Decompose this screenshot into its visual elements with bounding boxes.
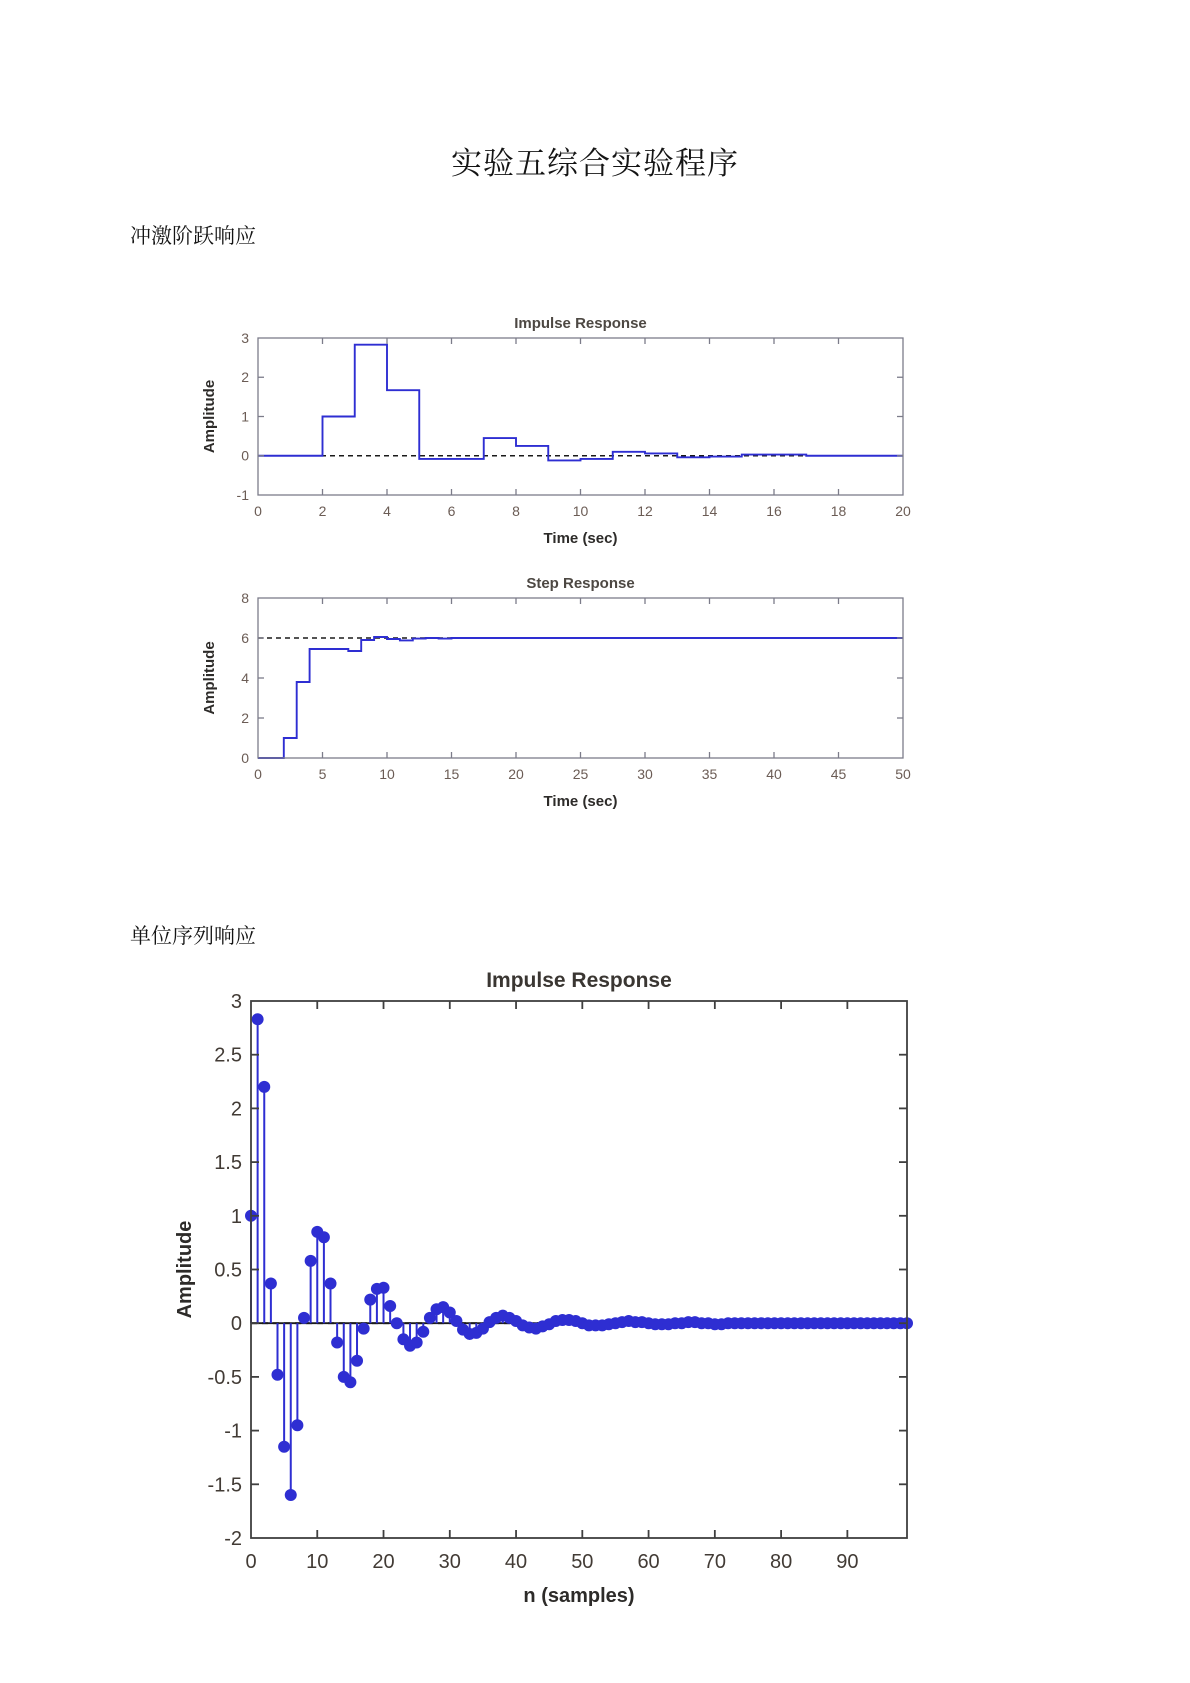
x-tick-label: 6 [447,503,456,519]
y-tick-label: 3 [230,991,242,1013]
x-tick-label: 5 [318,766,327,782]
x-tick-label: 60 [637,1551,660,1573]
y-tick-label: -1 [236,486,249,503]
x-tick-label: 18 [830,503,847,519]
stem-marker [298,1312,310,1324]
x-tick-label: 50 [571,1551,594,1573]
stem-marker [318,1231,330,1243]
x-tick-label: 90 [836,1551,859,1573]
y-tick-label: 0 [241,749,249,766]
y-axis-label: Amplitude [174,1220,196,1319]
y-tick-label: 1 [230,1205,242,1228]
stem-marker [364,1294,376,1306]
x-tick-label: 15 [443,766,460,782]
x-tick-label: 10 [306,1551,329,1573]
chart-title: Impulse Response [514,315,647,332]
stem-marker [344,1376,356,1388]
x-tick-label: 0 [254,503,262,519]
section-label-unit-sequence: 单位序列响应 [130,924,256,948]
y-tick-label: -2 [224,1528,242,1550]
section-label-impulse-step: 冲激阶跃响应 [130,224,256,248]
x-tick-label: 25 [572,766,589,782]
x-tick-label: 4 [383,503,391,519]
stem-marker [411,1337,423,1349]
x-tick-label: 14 [701,503,718,519]
x-axis-label: Time (sec) [543,530,618,547]
x-tick-label: 30 [637,766,653,782]
stem-marker [265,1277,277,1289]
stem-marker [278,1441,290,1453]
stem-marker [351,1355,363,1367]
x-tick-label: 0 [254,766,262,782]
y-tick-label: 3 [241,329,249,346]
x-tick-label: 0 [245,1551,257,1573]
chart-title: Step Response [526,575,635,592]
x-tick-label: 8 [512,503,520,519]
step-response-chart [190,556,930,818]
x-tick-label: 12 [637,503,653,519]
stem-marker [272,1369,284,1381]
y-tick-label: 0.5 [214,1259,242,1282]
y-tick-label: -1 [224,1420,242,1443]
x-axis-label: n (samples) [523,1585,635,1607]
stem-marker [384,1300,396,1312]
stem-marker [285,1489,297,1501]
x-tick-label: 16 [766,503,782,519]
stem-marker [391,1317,403,1329]
stem-marker [305,1255,317,1267]
x-tick-label: 70 [703,1551,726,1573]
stem-series [245,1013,913,1501]
stem-marker [291,1419,303,1431]
stem-marker [378,1282,390,1294]
impulse-response-stem-chart [165,946,955,1646]
y-tick-label: 0 [241,447,249,464]
x-tick-label: 20 [508,766,524,782]
document-title: 实验五综合实验程序 [451,146,739,182]
x-tick-label: 10 [572,503,589,519]
y-tick-label: -1.5 [207,1474,242,1497]
stem-marker [358,1323,370,1335]
x-tick-label: 40 [504,1551,528,1573]
stem-marker [252,1013,264,1025]
chart-title: Impulse Response [486,969,672,992]
y-tick-label: 4 [241,669,249,686]
x-tick-label: 80 [769,1551,793,1573]
response-curve [258,637,903,758]
x-tick-label: 20 [895,503,911,519]
stem-marker [258,1081,270,1093]
y-tick-label: -0.5 [207,1366,242,1389]
x-tick-label: 2 [318,503,327,519]
y-tick-label: 0 [230,1313,242,1336]
x-tick-label: 45 [830,766,847,782]
y-axis-label: Amplitude [201,641,218,715]
x-tick-label: 30 [438,1551,461,1573]
y-tick-label: 6 [241,629,249,646]
y-tick-label: 2 [241,369,249,386]
x-tick-label: 20 [372,1551,395,1573]
x-tick-label: 40 [766,766,782,782]
y-tick-label: 2 [241,709,249,726]
x-axis-label: Time (sec) [543,793,618,810]
impulse-response-step-chart [190,298,930,558]
y-tick-label: 2.5 [214,1044,242,1067]
y-tick-label: 8 [241,589,249,606]
y-axis-label: Amplitude [201,379,218,454]
x-tick-label: 50 [895,766,911,782]
x-tick-label: 10 [379,766,395,782]
stem-marker [331,1337,343,1349]
axes-box [258,598,903,758]
stem-marker [325,1277,337,1289]
axes-box [251,1001,907,1538]
y-tick-label: 1 [241,408,249,425]
x-tick-label: 35 [701,766,718,782]
response-curve [258,345,903,461]
stem-marker [417,1326,429,1338]
y-tick-label: 1.5 [214,1152,242,1175]
y-tick-label: 2 [230,1098,242,1121]
